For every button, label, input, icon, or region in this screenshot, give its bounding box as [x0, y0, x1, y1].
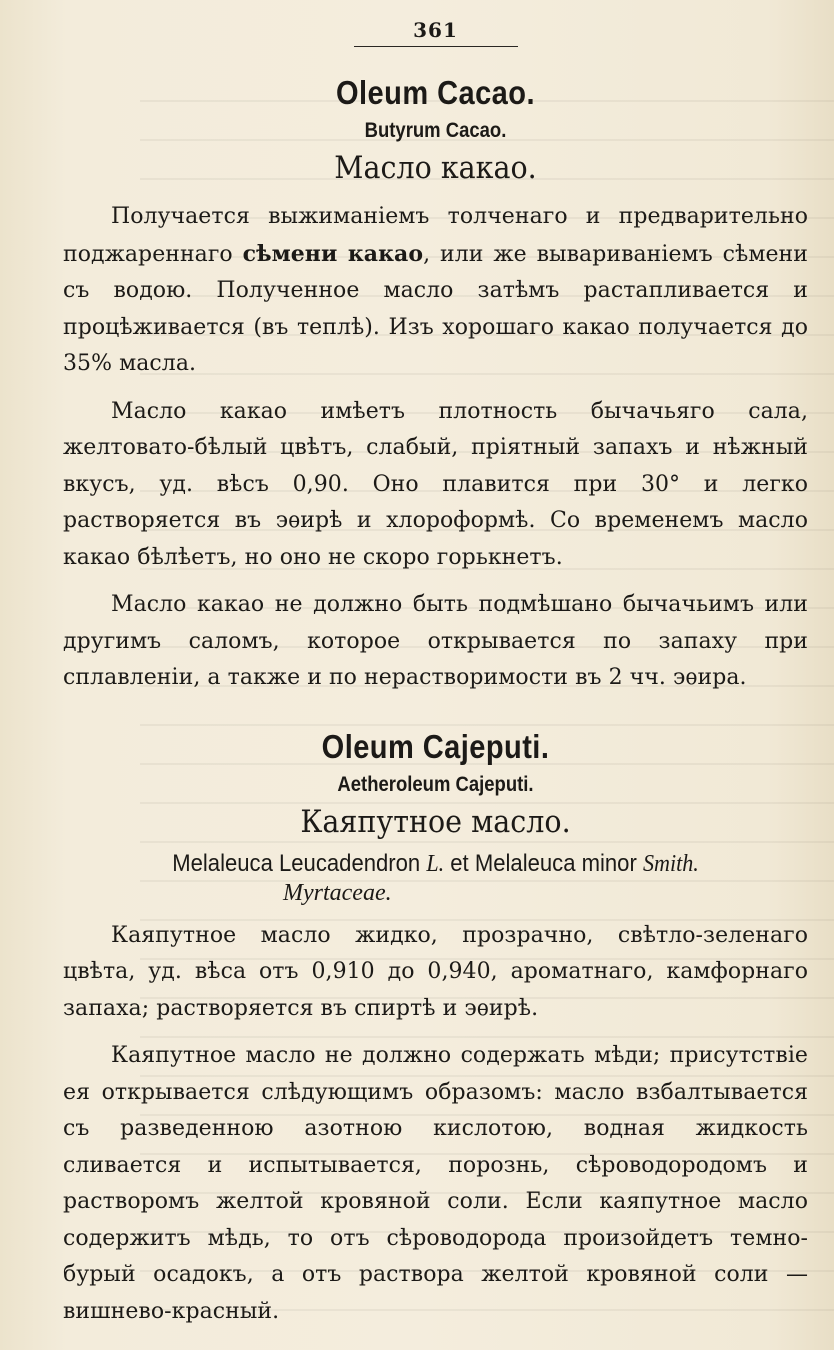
plant-family: Myrtaceae. [283, 879, 392, 906]
entry-oleum-cacao [63, 73, 808, 697]
entry-title-latin: Oleum Cajeputi. [321, 727, 550, 765]
entry-synonym-latin: Aetheroleum Cajeputi. [337, 772, 534, 796]
botanical-source [93, 849, 778, 879]
bold-term: сѣмени какао [242, 240, 424, 267]
paragraph: Получается выжиманіемъ толченаго и предварительно поджареннаго сѣмени какао, или же вывариваніемъ сѣмени съ водою. Полученное масло затѣмъ растапливается и процѣживается (въ теплѣ). Изъ хорошаго какао получается до 35% масла. [63, 204, 808, 376]
entry-title-russian: Каяпутное масло. [300, 803, 571, 840]
entry-title-latin: Oleum Cacao. [336, 74, 535, 111]
entry-oleum-cajeputi [63, 727, 808, 1331]
species-author: L. [426, 850, 445, 877]
species-name: Melaleuca Leucadendron [172, 849, 421, 877]
entry-title-russian: Масло какао. [334, 150, 537, 186]
paragraph: Масло какао имѣетъ плотность бычачьяго сала, желтовато-бѣлый цвѣтъ, слабый, пріятный запахъ и нѣжный вкусъ, уд. вѣсъ 0,90. Оно плавится при 30° и легко растворяется въ эѳирѣ и хлороформѣ. Со временемъ масло какао бѣлѣетъ, но оно не скоро горькнетъ. [63, 398, 808, 570]
species-connector: et [450, 849, 469, 877]
species-author: Smith. [642, 850, 699, 877]
page-number: 361 [413, 18, 458, 42]
page-number-rule [354, 46, 518, 47]
page-content [63, 0, 808, 1330]
paragraph: Каяпутное масло не должно содержать мѣди; присутствіе ея открывается слѣдующимъ образомъ: масло взбалтывается съ разведенною азотною кислотою, водная жидкость сливается и испытывается, порознь, сѣроводородомъ и растворомъ желтой кровяной соли. Если каяпутное масло содержитъ мѣдь, то отъ сѣроводорода произойдетъ темно-бурый осадокъ, а отъ раствора желтой кровяной соли — вишнево-красный. [63, 1043, 808, 1324]
species-name: Melaleuca minor [474, 849, 637, 877]
entry-synonym-latin: Butyrum Cacao. [364, 119, 507, 142]
paragraph: Каяпутное масло жидко, прозрачно, свѣтло-зеленаго цвѣта, уд. вѣса отъ 0,910 до 0,940, ароматнаго, камфорнаго запаха; растворяется въ спиртѣ и эѳирѣ. [63, 922, 808, 1021]
paragraph: Масло какао не должно быть подмѣшано бычачьимъ или другимъ саломъ, которое открывается по запаху при сплавленіи, а также и по нерастворимости въ 2 чч. эѳира. [63, 592, 808, 690]
